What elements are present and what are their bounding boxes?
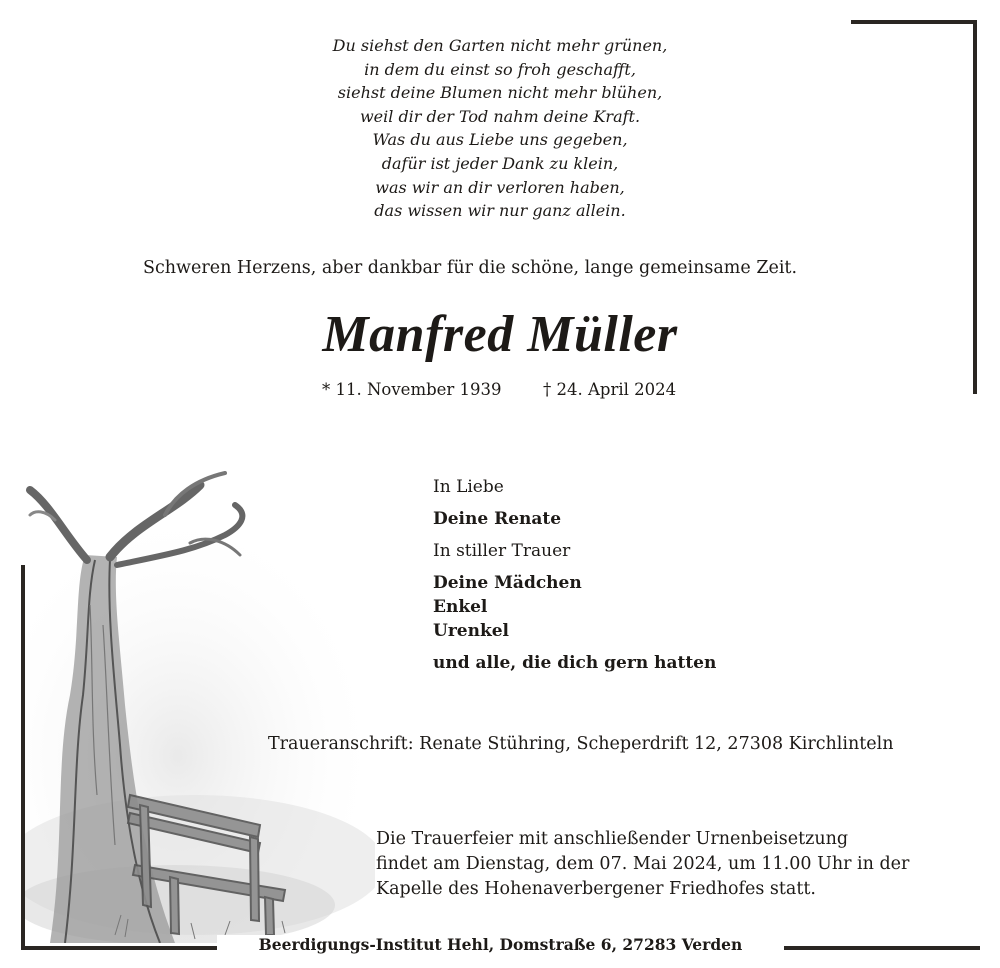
mourning-address: Traueranschrift: Renate Stühring, Scheperdrift 12, 27308 Kirchlinteln <box>268 734 894 754</box>
poem-line: was wir an dir verloren haben, <box>375 177 625 197</box>
service-line: Die Trauerfeier mit anschließender Urnenbeisetzung <box>376 829 849 849</box>
great-grandchildren: Urenkel <box>433 621 510 641</box>
all-others: und alle, die dich gern hatten <box>433 653 717 673</box>
mourners-block <box>433 475 716 675</box>
deceased-name: Manfred Müller <box>322 306 678 363</box>
poem <box>200 34 800 223</box>
frame-bottom-right <box>784 946 980 950</box>
in-love-label: In Liebe <box>433 477 504 497</box>
poem-line: Was du aus Liebe uns gegeben, <box>372 130 628 150</box>
service-info <box>376 827 909 902</box>
frame-corner-top <box>851 20 977 24</box>
poem-line: weil dir der Tod nahm deine Kraft. <box>359 106 641 126</box>
poem-line: siehst deine Blumen nicht mehr blühen, <box>337 83 663 103</box>
frame-bottom-left <box>21 946 217 950</box>
frame-corner-right <box>973 20 977 394</box>
in-mourning-label: In stiller Trauer <box>433 541 571 561</box>
poem-line: das wissen wir nur ganz allein. <box>374 201 626 221</box>
poem-line: in dem du einst so froh geschafft, <box>364 59 636 79</box>
funeral-home-footer: Beerdigungs-Institut Hehl, Domstraße 6, 27283 Verden <box>217 935 784 954</box>
spouse-name: Deine Renate <box>433 509 562 529</box>
service-line: Kapelle des Hohenaverbergener Friedhofes statt. <box>376 879 816 899</box>
tree-bench-illustration <box>25 465 375 943</box>
death-date: † 24. April 2024 <box>543 380 677 399</box>
birth-date: * 11. November 1939 <box>322 380 502 399</box>
daughters: Deine Mädchen <box>433 573 582 593</box>
intro-text: Schweren Herzens, aber dankbar für die schöne, lange gemeinsame Zeit. <box>142 258 798 278</box>
grandchildren: Enkel <box>433 597 488 617</box>
poem-line: dafür ist jeder Dank zu klein, <box>381 153 619 173</box>
service-line: findet am Dienstag, dem 07. Mai 2024, um 11.00 Uhr in der <box>376 854 910 874</box>
poem-line: Du siehst den Garten nicht mehr grünen, <box>332 36 668 55</box>
